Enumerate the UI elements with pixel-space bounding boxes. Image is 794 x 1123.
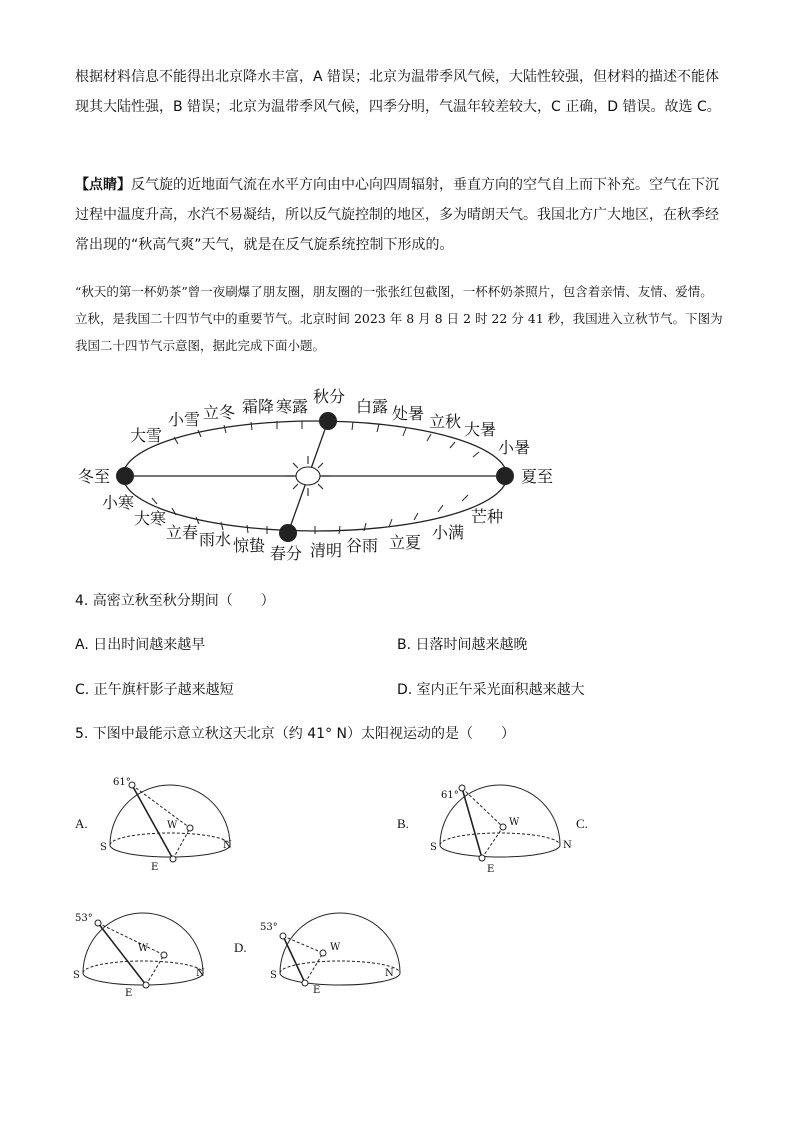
term-chushu: 处暑 (392, 404, 425, 423)
angle-label: 61° (441, 790, 459, 801)
term-lixia: 立夏 (389, 533, 422, 552)
term-lidong: 立冬 (203, 403, 236, 422)
dongzhi-point (116, 467, 134, 485)
term-xiaoxue: 小雪 (168, 410, 201, 429)
chunfen-point (279, 524, 297, 542)
term-xiazhi: 夏至 (521, 467, 554, 486)
term-qiufen: 秋分 (313, 387, 346, 406)
solar-terms-diagram (70, 380, 570, 570)
q5-label-c[interactable]: C. (576, 816, 588, 831)
west-label: W (509, 817, 520, 828)
east-label: E (313, 985, 321, 996)
term-lichun: 立春 (166, 523, 199, 542)
term-guyu: 谷雨 (346, 536, 379, 555)
term-dongzhi: 冬至 (78, 467, 111, 486)
term-yushui: 雨水 (199, 530, 232, 549)
term-dashu: 大暑 (464, 420, 497, 439)
term-liqiu: 立秋 (429, 412, 462, 431)
term-daxue: 大雪 (130, 426, 163, 445)
north-label: N (385, 968, 394, 979)
angle-label: 61° (113, 777, 131, 788)
q5-label-b[interactable]: B. (397, 816, 409, 831)
term-chunfen: 春分 (270, 544, 303, 563)
south-label: S (100, 842, 107, 853)
q4-stem: 4. 高密立秋至秋分期间（ ） (75, 593, 275, 609)
term-xiaohan: 小寒 (102, 493, 135, 512)
angle-label: 53° (260, 922, 278, 933)
term-jingzhe: 惊蛰 (233, 536, 266, 555)
east-label: E (487, 864, 495, 875)
term-shuangjiang: 霜降 (242, 397, 275, 416)
q4-option-d[interactable]: D. 室内正午采光面积越来越大 (397, 682, 585, 698)
q4-option-c[interactable]: C. 正午旗杆影子越来越短 (75, 682, 234, 698)
south-label: S (73, 970, 80, 981)
q5-label-a[interactable]: A. (75, 816, 88, 831)
q5-stem: 5. 下图中最能示意立秋这天北京（约 41° N）太阳视运动的是（ ） (75, 726, 515, 742)
term-xiaoshu: 小暑 (498, 438, 531, 457)
q5-label-d[interactable]: D. (234, 940, 247, 955)
material-text: “秋天的第一杯奶茶”曾一夜刷爆了朋友圈，朋友圈的一张张红包截图，一杯杯奶茶照片，包含着亲情、友情、爱情。立秋，是我国二十四节气中的重要节气。北京时间 2023 年 8 月 8 日 2 时 22 分 41 秒，我国进入立秋节气。下图为我国二十四节气示意图，据此完成下面小题。 (75, 284, 723, 353)
east-label: E (125, 988, 133, 999)
note-tag: 【点睛】 (75, 177, 131, 193)
north-label: N (563, 840, 572, 851)
qiufen-point (319, 412, 337, 430)
sun-path-diagram-a (95, 770, 245, 880)
term-qingming: 清明 (310, 541, 343, 560)
sun-icon (286, 456, 330, 496)
west-label: W (330, 942, 341, 953)
term-bailu: 白露 (356, 397, 389, 416)
term-mangzhong: 芒种 (471, 507, 504, 526)
east-label: E (151, 862, 159, 873)
q4-option-a[interactable]: A. 日出时间越来越早 (75, 637, 206, 653)
xiazhi-point (496, 467, 514, 485)
term-dahan: 大寒 (134, 509, 167, 528)
angle-label: 53° (75, 913, 93, 924)
sun-path-diagram-d (260, 898, 415, 1008)
term-xiaoman: 小满 (432, 523, 465, 542)
west-label: W (167, 820, 178, 831)
sun-path-diagram-c (68, 898, 218, 1008)
sun-path-diagram-b (425, 770, 575, 880)
term-hanlu: 寒露 (276, 397, 309, 416)
explanation-paragraph-2: 【点睛】反气旋的近地面气流在水平方向由中心向四周辐射，垂直方向的空气自上而下补充。空气在下沉过程中温度升高，水汽不易凝结，所以反气旋控制的地区，多为晴朗天气。我国北方广大地区，在秋季经常出现的“秋高气爽”天气，就是在反气旋系统控制下形成的。 (75, 177, 719, 253)
west-label: W (138, 943, 149, 954)
north-label: N (196, 968, 205, 979)
explanation-paragraph-1: 根据材料信息不能得出北京降水丰富，A 错误；北京为温带季风气候，大陆性较强，但材料的描述不能体现其大陆性强，B 错误；北京为温带季风气候，四季分明，气温年较差较大，C 正确，D 错误。故选 C。 (75, 69, 721, 115)
south-label: S (430, 842, 437, 853)
south-label: S (270, 970, 277, 981)
q4-option-b[interactable]: B. 日落时间越来越晚 (397, 637, 528, 653)
north-label: N (223, 840, 232, 851)
